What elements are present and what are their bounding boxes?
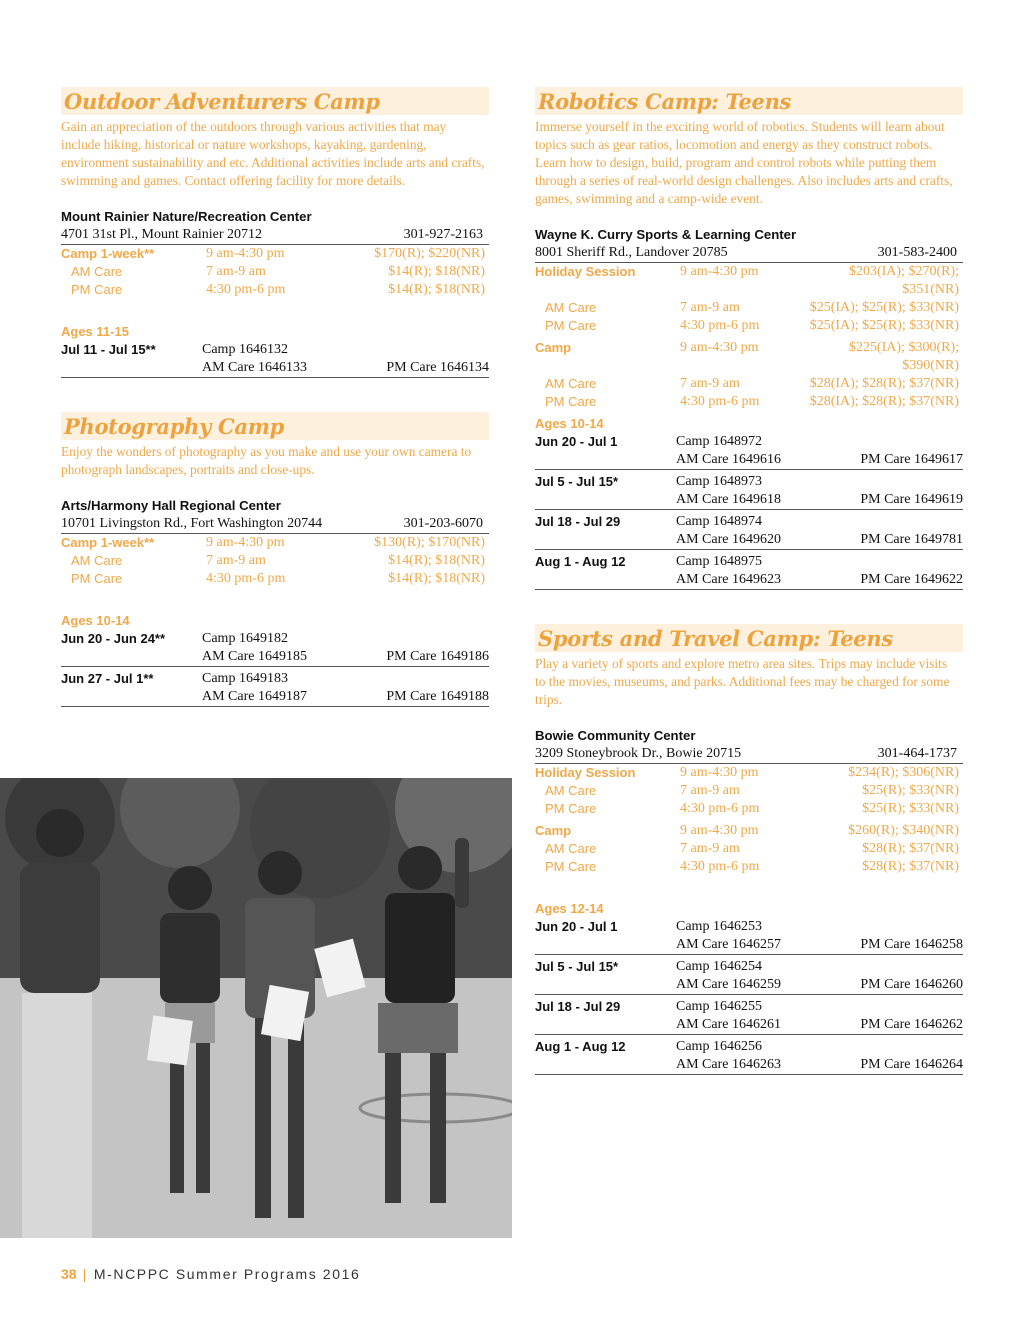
fee-time: 9 am-4:30 pm	[680, 264, 759, 279]
session-row	[61, 667, 489, 707]
session-line	[535, 998, 963, 1016]
camp-description: Enjoy the wonders of photography as you make and use your own camera to photograph landscapes, portraits and close-ups.	[61, 444, 472, 477]
fee-row	[535, 764, 963, 782]
session-row	[535, 1035, 963, 1075]
session-date: Jul 5 - Jul 15*	[535, 474, 619, 489]
session-am-care: AM Care 1649187	[202, 689, 307, 704]
footer-separator: |	[82, 1266, 88, 1282]
session-spacer	[61, 359, 202, 377]
fee-time: 9 am-4:30 pm	[206, 535, 285, 550]
session-am-care: AM Care 1646261	[676, 1017, 781, 1032]
session-line	[535, 553, 963, 571]
session-am-care: AM Care 1649618	[676, 492, 781, 507]
session-line	[535, 976, 963, 994]
session-am-care: AM Care 1649620	[676, 532, 781, 547]
fee-time: 7 am-9 am	[206, 264, 266, 279]
facility	[61, 208, 489, 245]
fee-row	[61, 281, 489, 299]
fee-row	[61, 552, 489, 570]
fee-price: $130(R); $170(NR)	[374, 535, 485, 550]
fee-row	[535, 782, 963, 800]
fee-price: $203(IA); $270(R); $351(NR)	[848, 264, 959, 297]
session-am-care: AM Care 1649616	[676, 452, 781, 467]
fee-price: $14(R); $18(NR)	[388, 553, 485, 568]
session-pm-care: PM Care 1649188	[386, 689, 489, 704]
session-camp-number: Camp 1646253	[676, 919, 762, 934]
facility-phone: 301-464-1737	[877, 746, 957, 761]
fee-price: $28(R); $37(NR)	[862, 859, 959, 874]
camp-robotics	[535, 87, 963, 590]
fee-row	[61, 245, 489, 263]
page-footer	[61, 1266, 360, 1282]
session-spacer	[535, 451, 676, 469]
session-spacer	[61, 688, 202, 706]
fee-price: $28(IA); $28(R); $37(NR)	[809, 394, 959, 409]
session-date: Aug 1 - Aug 12	[535, 1039, 626, 1054]
session-line	[61, 688, 489, 706]
fee-label: AM Care	[545, 783, 597, 798]
fee-label: AM Care	[71, 553, 123, 568]
fee-label: PM Care	[71, 571, 123, 586]
session-line	[61, 630, 489, 648]
ages-label: Ages 12-14	[535, 901, 604, 916]
fee-label: AM Care	[545, 376, 597, 391]
session-line	[535, 571, 963, 589]
session-date: Jun 20 - Jul 1	[535, 434, 618, 449]
fee-label: PM Care	[545, 318, 597, 333]
facility-phone: 301-583-2400	[877, 245, 957, 260]
session-camp-number: Camp 1646256	[676, 1039, 762, 1054]
fee-time: 4:30 pm-6 pm	[680, 801, 760, 816]
session-spacer	[836, 433, 963, 451]
fee-label: Camp	[535, 340, 572, 355]
fee-time: 7 am-9 am	[206, 553, 266, 568]
session-pm-care: PM Care 1649617	[860, 452, 963, 467]
fee-row	[535, 375, 963, 393]
facility-address-row	[535, 745, 963, 764]
fee-price: $28(R); $37(NR)	[862, 841, 959, 856]
session-spacer	[836, 958, 963, 976]
fee-table	[535, 263, 963, 411]
session-line	[61, 341, 489, 359]
facility-phone: 301-927-2163	[403, 227, 483, 242]
fee-table	[61, 245, 489, 299]
session-date: Jun 20 - Jul 1	[535, 919, 618, 934]
fee-time: 9 am-4:30 pm	[680, 823, 759, 838]
fee-label: Camp	[535, 823, 572, 838]
fee-price: $14(R); $18(NR)	[388, 571, 485, 586]
fee-row	[535, 299, 963, 317]
session-date: Jul 18 - Jul 29	[535, 514, 621, 529]
fee-row	[61, 570, 489, 588]
facility-address: 4701 31st Pl., Mount Rainier 20712	[61, 227, 263, 242]
session-line	[61, 359, 489, 377]
ages-label: Ages 11-15	[61, 324, 129, 339]
fee-time: 4:30 pm-6 pm	[680, 318, 760, 333]
camp-photo	[0, 778, 512, 1238]
fee-time: 4:30 pm-6 pm	[680, 859, 760, 874]
camp-description: Play a variety of sports and explore metro area sites. Trips may include visits to the movies, museums, and parks. Additional fees may be charged for some trips.	[535, 656, 950, 707]
fee-price: $260(R); $340(NR)	[848, 823, 959, 838]
session-spacer	[362, 630, 489, 648]
session-row	[535, 510, 963, 550]
session-line	[535, 433, 963, 451]
camp-title-bar	[61, 87, 489, 115]
camp-description: Immerse yourself in the exciting world of robotics. Students will learn about topics such as gear ratios, locomotion and energy as they construct robots. Learn how to design, build, program and control robots while putting them through a series of real-world design challenges. Also includes arts and crafts, games, swimming and a camp-wide event.	[535, 119, 953, 206]
session-date: Jun 27 - Jul 1**	[61, 671, 154, 686]
camp-title-bar	[535, 87, 963, 115]
fee-label: Holiday Session	[535, 264, 636, 279]
session-spacer	[535, 491, 676, 509]
session-camp-number: Camp 1648975	[676, 554, 762, 569]
facility-address-row	[535, 244, 963, 263]
facility-address: 8001 Sheriff Rd., Landover 20785	[535, 245, 728, 260]
fee-time: 7 am-9 am	[680, 376, 740, 391]
session-am-care: AM Care 1646259	[676, 977, 781, 992]
session-pm-care: PM Care 1649186	[386, 649, 489, 664]
fee-price: $28(IA); $28(R); $37(NR)	[809, 376, 959, 391]
session-line	[535, 936, 963, 954]
fee-price: $14(R); $18(NR)	[388, 264, 485, 279]
session-camp-number: Camp 1646255	[676, 999, 762, 1014]
facility	[535, 727, 963, 764]
session-spacer	[535, 571, 676, 589]
facility-phone: 301-203-6070	[403, 516, 483, 531]
session-pm-care: PM Care 1649622	[860, 572, 963, 587]
fee-row	[535, 393, 963, 411]
ages-label: Ages 10-14	[535, 416, 604, 431]
session-spacer	[836, 473, 963, 491]
fee-label: Holiday Session	[535, 765, 636, 780]
fee-label: AM Care	[545, 841, 597, 856]
session-line	[61, 670, 489, 688]
fee-row	[535, 822, 963, 840]
camp-sports-travel	[535, 624, 963, 1075]
session-spacer	[836, 998, 963, 1016]
facility-name: Arts/Harmony Hall Regional Center	[61, 498, 281, 513]
fee-time: 9 am-4:30 pm	[680, 340, 759, 355]
session-date: Jul 18 - Jul 29	[535, 999, 621, 1014]
session-spacer	[362, 341, 489, 359]
fee-label: PM Care	[71, 282, 123, 297]
session-am-care: AM Care 1649185	[202, 649, 307, 664]
session-camp-number: Camp 1648972	[676, 434, 762, 449]
session-camp-number: Camp 1649182	[202, 631, 288, 646]
fee-label: PM Care	[545, 394, 597, 409]
camp-outdoor-adventurers	[61, 87, 489, 378]
session-camp-number: Camp 1646254	[676, 959, 762, 974]
session-row	[535, 433, 963, 470]
fee-price: $25(IA); $25(R); $33(NR)	[809, 300, 959, 315]
fee-time: 4:30 pm-6 pm	[206, 282, 286, 297]
photo-illustration	[0, 778, 512, 1238]
session-spacer	[535, 531, 676, 549]
fee-time: 4:30 pm-6 pm	[680, 394, 760, 409]
session-spacer	[836, 918, 963, 936]
session-camp-number: Camp 1648973	[676, 474, 762, 489]
session-pm-care: PM Care 1646258	[860, 937, 963, 952]
fee-row	[535, 263, 963, 299]
fee-label: PM Care	[545, 801, 597, 816]
camp-title: Sports and Travel Camp: Teens	[538, 625, 893, 651]
fee-time: 9 am-4:30 pm	[206, 246, 285, 261]
ages-label: Ages 10-14	[61, 613, 130, 628]
facility-name: Bowie Community Center	[535, 728, 696, 743]
fee-time: 7 am-9 am	[680, 841, 740, 856]
session-date: Jul 5 - Jul 15*	[535, 959, 619, 974]
session-pm-care: PM Care 1649781	[860, 532, 963, 547]
fee-price: $234(R); $306(NR)	[848, 765, 959, 780]
fee-row	[535, 800, 963, 818]
session-line	[535, 451, 963, 469]
fee-price: $225(IA); $300(R); $390(NR)	[848, 340, 959, 373]
camp-title-bar	[61, 412, 489, 440]
fee-table	[535, 764, 963, 876]
fee-row	[535, 317, 963, 335]
session-line	[535, 473, 963, 491]
right-column	[535, 87, 963, 1075]
fee-row	[535, 858, 963, 876]
session-camp-number: Camp 1648974	[676, 514, 762, 529]
facility-address: 10701 Livingston Rd., Fort Washington 20744	[61, 516, 323, 531]
session-camp-number: Camp 1649183	[202, 671, 288, 686]
fee-label: AM Care	[545, 300, 597, 315]
left-column	[61, 87, 489, 707]
session-line	[61, 648, 489, 666]
facility-name: Mount Rainier Nature/Recreation Center	[61, 209, 312, 224]
session-spacer	[362, 670, 489, 688]
camp-title: Outdoor Adventurers Camp	[64, 88, 380, 114]
session-spacer	[535, 976, 676, 994]
fee-label: AM Care	[71, 264, 123, 279]
facility-name: Wayne K. Curry Sports & Learning Center	[535, 227, 797, 242]
session-line	[535, 1038, 963, 1056]
camp-photography	[61, 412, 489, 707]
session-line	[535, 1016, 963, 1034]
session-date: Aug 1 - Aug 12	[535, 554, 626, 569]
fee-price: $170(R); $220(NR)	[374, 246, 485, 261]
fee-label: Camp 1-week**	[61, 246, 155, 261]
session-am-care: AM Care 1646257	[676, 937, 781, 952]
fee-row	[535, 840, 963, 858]
session-row	[61, 341, 489, 378]
session-spacer	[535, 1016, 676, 1034]
fee-price: $14(R); $18(NR)	[388, 282, 485, 297]
session-date: Jun 20 - Jun 24**	[61, 631, 166, 646]
session-spacer	[61, 648, 202, 666]
session-date: Jul 11 - Jul 15**	[61, 342, 156, 357]
facility	[535, 226, 963, 263]
session-spacer	[836, 1038, 963, 1056]
fee-price: $25(R); $33(NR)	[862, 801, 959, 816]
fee-price: $25(R); $33(NR)	[862, 783, 959, 798]
fee-time: 9 am-4:30 pm	[680, 765, 759, 780]
publication-title: M-NCPPC Summer Programs 2016	[93, 1266, 361, 1282]
session-am-care: AM Care 1646263	[676, 1057, 781, 1072]
fee-time: 4:30 pm-6 pm	[206, 571, 286, 586]
session-am-care: AM Care 1646133	[202, 360, 307, 375]
session-pm-care: PM Care 1646262	[860, 1017, 963, 1032]
page-number: 38	[61, 1266, 77, 1282]
fee-table	[61, 534, 489, 588]
facility-address-row	[61, 515, 489, 534]
session-line	[535, 491, 963, 509]
session-spacer	[535, 936, 676, 954]
session-row	[535, 550, 963, 590]
camp-title: Robotics Camp: Teens	[538, 88, 792, 114]
session-spacer	[836, 513, 963, 531]
session-row	[535, 918, 963, 955]
session-pm-care: PM Care 1646264	[860, 1057, 963, 1072]
facility	[61, 497, 489, 534]
session-row	[535, 470, 963, 510]
fee-row	[535, 339, 963, 375]
fee-price: $25(IA); $25(R); $33(NR)	[809, 318, 959, 333]
fee-time: 7 am-9 am	[680, 783, 740, 798]
session-camp-number: Camp 1646132	[202, 342, 288, 357]
fee-time: 7 am-9 am	[680, 300, 740, 315]
camp-description: Gain an appreciation of the outdoors through various activities that may include hiking, historical or nature workshops, kayaking, gardening, environment sustainability and etc. Additional activities include arts and crafts, swimming and games. Contact offering facility for more details.	[61, 119, 485, 188]
session-row	[535, 955, 963, 995]
facility-address-row	[61, 226, 489, 245]
facility-address: 3209 Stoneybrook Dr., Bowie 20715	[535, 746, 742, 761]
session-spacer	[836, 553, 963, 571]
session-spacer	[535, 1056, 676, 1074]
session-line	[535, 958, 963, 976]
session-am-care: AM Care 1649623	[676, 572, 781, 587]
fee-row	[61, 263, 489, 281]
camp-title-bar	[535, 624, 963, 652]
session-row	[61, 630, 489, 667]
session-line	[535, 918, 963, 936]
fee-row	[61, 534, 489, 552]
session-line	[535, 513, 963, 531]
session-row	[535, 995, 963, 1035]
fee-label: Camp 1-week**	[61, 535, 155, 550]
session-line	[535, 531, 963, 549]
fee-label: PM Care	[545, 859, 597, 874]
session-line	[535, 1056, 963, 1074]
camp-title: Photography Camp	[64, 413, 285, 439]
session-pm-care: PM Care 1646134	[386, 360, 489, 375]
session-pm-care: PM Care 1649619	[860, 492, 963, 507]
session-pm-care: PM Care 1646260	[860, 977, 963, 992]
